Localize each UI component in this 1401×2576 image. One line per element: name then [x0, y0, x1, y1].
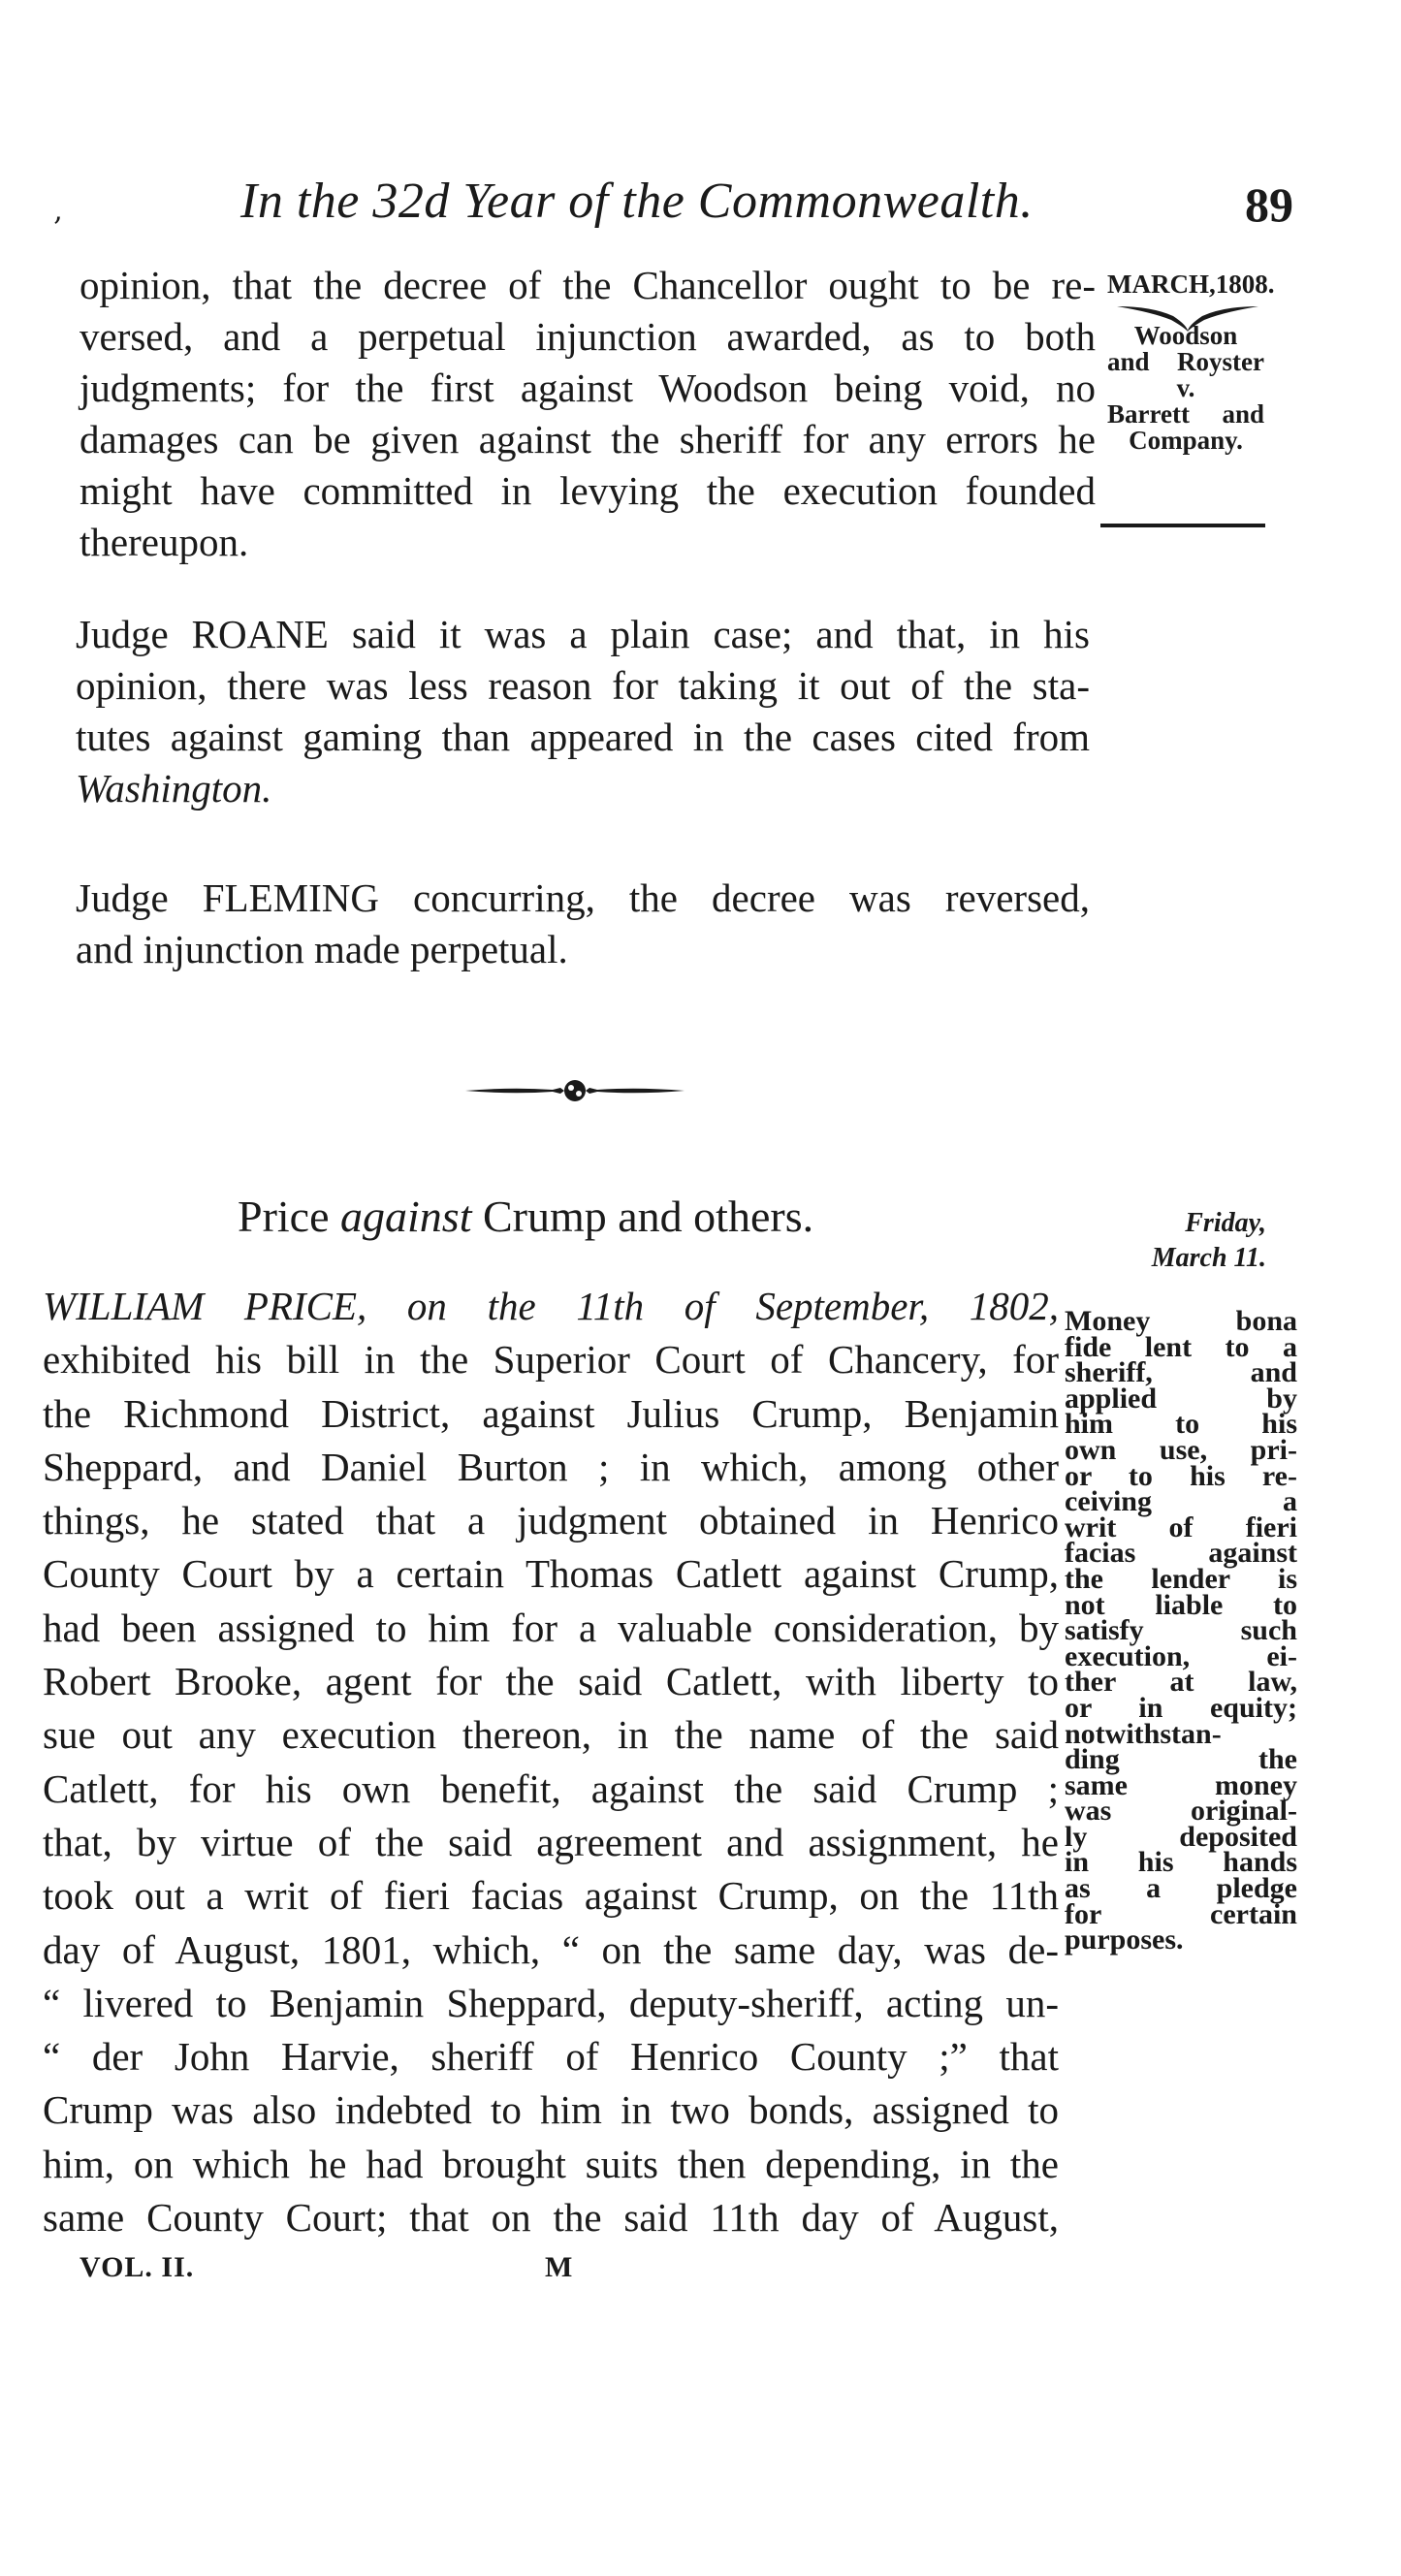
date-month-day: March 11. [1151, 1243, 1266, 1273]
text-line: “ livered to Benjamin Sheppard, deputy-sheriff, acting un- [43, 1980, 1059, 2025]
margin-line: for certain [1065, 1897, 1297, 1930]
margin-line: v. [1176, 373, 1195, 402]
margin-line: writ of fieri [1065, 1511, 1297, 1543]
caption-plaintiff: Price [238, 1192, 330, 1241]
text-line: the Richmond District, against Julius Crump, Benjamin [43, 1390, 1059, 1436]
brace-ornament [1115, 302, 1260, 334]
text-line: same County Court; that on the said 11th day of August, [43, 2195, 1059, 2241]
margin-line: applied by [1065, 1382, 1297, 1415]
text-line: tutes against gaming than appeared in the cases cited from [76, 715, 1090, 759]
text-line: Robert Brooke, agent for the said Catlett, with liberty to [43, 1659, 1059, 1704]
text-line: that, by virtue of the said agreement and assignment, he [43, 1819, 1059, 1864]
margin-line: ly deposited [1065, 1820, 1297, 1853]
text-line: thereupon. [80, 520, 249, 564]
margin-line: Company. [1129, 426, 1243, 455]
price-case-body [43, 1280, 1059, 2244]
margin-line: sheriff, and [1065, 1356, 1297, 1389]
stray-mark: ‚ [53, 194, 63, 228]
margin-line: as a pledge [1065, 1872, 1297, 1905]
text-line: Crump was also indebted to him in two bonds, assigned to [43, 2087, 1059, 2133]
case-date [1072, 1206, 1266, 1276]
running-header-title: In the 32d Year of the Commonwealth. [240, 174, 1034, 229]
margin-line: or to his re- [1065, 1459, 1297, 1492]
margin-line: MARCH,1808. [1107, 270, 1275, 299]
footer-volume: VOL. II. [80, 2251, 195, 2283]
text-line: things, he stated that a judgment obtained in Henrico [43, 1498, 1059, 1543]
caption-versus: against [340, 1192, 472, 1241]
margin-line: same money [1065, 1768, 1297, 1801]
roane-paragraph [76, 609, 1090, 814]
section-divider-ornament [463, 1078, 686, 1103]
margin-line: satisfy such [1065, 1614, 1297, 1647]
margin-line: was original- [1065, 1795, 1297, 1828]
margin-line: the lender is [1065, 1562, 1297, 1595]
margin-line: not liable to [1065, 1588, 1297, 1621]
margin-line: purposes. [1065, 1924, 1184, 1956]
text-line: “ der John Harvie, sheriff of Henrico County ;” that [43, 2034, 1059, 2080]
opinion-paragraph [80, 260, 1096, 568]
page-number: 89 [1245, 177, 1293, 232]
text-line: Sheppard, and Daniel Burton ; in which, among other [43, 1444, 1059, 1489]
text-line: Catlett, for his own benefit, against the said Crump ; [43, 1765, 1059, 1811]
margin-note-headnote [1065, 1305, 1297, 1956]
text-line: day of August, 1801, which, “ on the same day, was de- [43, 1926, 1059, 1972]
margin-line: him to his [1065, 1408, 1297, 1441]
fleming-paragraph [76, 873, 1090, 975]
caption-defendants: Crump and others. [482, 1192, 814, 1241]
text-line: County Court by a certain Thomas Catlett against Crump, [43, 1551, 1059, 1597]
margin-line: execution, ei- [1065, 1639, 1297, 1672]
text-line: took out a writ of fieri facias against Crump, on the 11th [43, 1873, 1059, 1919]
text-line: exhibited his bill in the Superior Court of Chancery, for [43, 1337, 1059, 1383]
margin-line: Money bona [1065, 1305, 1297, 1337]
text-line: opinion, there was less reason for taking it out of the sta- [76, 663, 1090, 708]
text-line: opinion, that the decree of the Chancellor ought to be re- [80, 263, 1096, 307]
margin-line: Woodson [1133, 321, 1238, 350]
margin-line: in his hands [1065, 1846, 1297, 1879]
margin-line: Barrett and [1107, 399, 1264, 429]
text-line: damages can be given against the sheriff for any errors he [80, 417, 1096, 461]
case-caption [238, 1191, 813, 1242]
text-line: judgments; for the first against Woodson being void, no [80, 366, 1096, 410]
text-line: Washington. [76, 766, 272, 811]
footer-signature: M [545, 2251, 573, 2283]
text-line: might have committed in levying the execution founded [80, 468, 1096, 513]
text-line: him, on which he had brought suits then depending, in the [43, 2141, 1059, 2186]
margin-line: or in equity; [1065, 1691, 1297, 1724]
margin-rule [1100, 524, 1265, 527]
text-line: had been assigned to him for a valuable consideration, by [43, 1605, 1059, 1650]
date-day: Friday, [1185, 1208, 1266, 1238]
margin-line: ding the [1065, 1743, 1297, 1776]
margin-line: ther at law, [1065, 1666, 1297, 1699]
margin-note-case-title [1107, 270, 1275, 455]
text-line: versed, and a perpetual injunction awarded, as to both [80, 314, 1096, 359]
margin-line: notwithstan- [1065, 1717, 1222, 1750]
margin-line: fide lent to a [1065, 1330, 1297, 1363]
text-line: and injunction made perpetual. [76, 927, 568, 971]
margin-line: and Royster [1107, 347, 1264, 376]
margin-line: ceiving a [1065, 1485, 1297, 1518]
margin-line: own use, pri- [1065, 1433, 1297, 1466]
text-line: WILLIAM PRICE, on the 11th of September, 1802, [43, 1284, 1059, 1328]
margin-line: facias against [1065, 1537, 1297, 1570]
text-line: Judge ROANE said it was a plain case; and that, in his [76, 612, 1090, 656]
text-line: sue out any execution thereon, in the name of the said [43, 1712, 1059, 1758]
text-line: Judge FLEMING concurring, the decree was reversed, [76, 875, 1090, 920]
